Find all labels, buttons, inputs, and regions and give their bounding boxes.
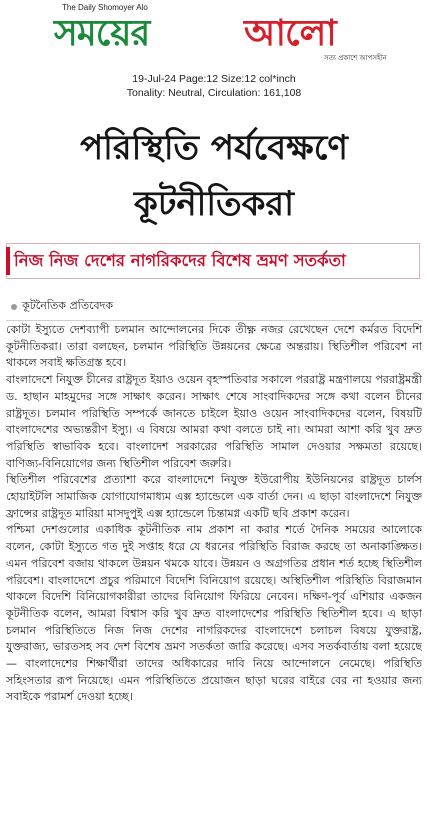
byline-divider bbox=[6, 320, 422, 321]
headline-line-1: পরিস্থিতি পর্যবেক্ষণে bbox=[80, 128, 348, 168]
byline: কূটনৈতিক প্রতিবেদক bbox=[22, 299, 114, 312]
clip-meta-date-page: 19-Jul-24 Page:12 Size:12 col*inch bbox=[132, 73, 296, 85]
article-paragraph: স্থিতিশীল পরিবেশের প্রত্যাশা করে বাংলাদেশে নিযুক্ত ইউরোপীয় ইউনিয়নের রাষ্ট্রদূত চার্লস হোয়াইটলি সামাজিক যোগাযোগমাধ্যম এক্স হ্যান্ডেলে এক বার্তা দেন। এ ছাড়া বাংলাদেশে নিযুক্ত ফ্রান্সের রাষ্ট্রদূত মারিয়া মাসদুপুই এক্স হ্যান্ডেলে চিন্তামগ্ন একটি ছবি প্রকাশ করেন। bbox=[6, 473, 422, 520]
logo-word-somoyer: সময়ের bbox=[54, 13, 150, 54]
subheadline-accent-bar bbox=[6, 247, 10, 275]
byline-bullet-icon bbox=[11, 304, 17, 310]
logo-word-alo: আলো bbox=[244, 13, 336, 54]
masthead-tagline: সত্য প্রকাশে আপসহীন bbox=[324, 54, 387, 62]
headline-line-2: কূটনীতিকরা bbox=[134, 184, 294, 224]
masthead bbox=[0, 0, 428, 70]
masthead-english-name: The Daily Shomoyer Alo bbox=[62, 3, 148, 12]
article-paragraph: পশ্চিমা দেশগুলোর একাধিক কূটনীতিক নাম প্রকাশ না করার শর্তে দৈনিক সময়ের আলোকে বলেন, কোটা ইস্যুতে গত দুই সপ্তাহ ধরে যে ধরনের পরিস্থিতি বিরাজ করছে তা অনাকাঙ্ক্ষিত। এমন পরিবেশ বজায় থাকলে উন্নয়ন থমকে যাবে। উন্নয়ন ও অগ্রগতির প্রধান শর্ত হচ্ছে স্থিতিশীল পরিবেশ। বাংলাদেশে প্রচুর পরিমাণে বিদেশি বিনিয়োগ রয়েছে। অস্থিতিশীল পরিস্থিতি বিরাজমান থাকলে বিদেশি বিনিয়োগকারীরা তাদের বিনিয়োগ ফিরিয়ে নেবেন। দক্ষিণ-পূর্ব এশিয়ার একজন কূটনীতিক বলেন, আমরা বিশ্বাস করি খুব দ্রুত বাংলাদেশের পরিস্থিতি স্থিতিশীল হবে। এ ছাড়া চলমান পরিস্থিতিতে নিজ নিজ দেশের নাগরিকদের বাংলাদেশে চলাচল বিষয়ে যুক্তরাষ্ট্র, যুক্তরাজ্য, ভারতসহ সব দেশ বিশেষ ভ্রমণ সতর্কতা জারি করেছে। এসব সতর্কবার্তায় বলা হয়েছে— বাংলাদেশের শিক্ষার্থীরা তাদের অধিকারের দাবি নিয়ে আন্দোলনে নেমেছে। পরিস্থিতি সহিংসতার রূপ নিয়েছে। এমন পরিস্থিতিতে প্রয়োজন ছাড়া ঘরের বাইরে বের না হওয়ার জন্য সবাইকে পরামর্শ দেওয়া হচ্ছে। bbox=[6, 523, 422, 704]
article-paragraph: কোটা ইস্যুতে দেশব্যাপী চলমান আন্দোলনের দিকে তীক্ষ্ণ নজর রেখেছেন দেশে কর্মরত বিদেশি কূটনীতিকরা। তারা বলছেন, চলমান পরিস্থিতি উন্নয়নের ক্ষেত্রে অন্তরায়। স্থিতিশীল পরিবেশ না থাকলে সবাই ক্ষতিগ্রস্ত হবে। bbox=[6, 323, 422, 370]
article-paragraph: বাংলাদেশে নিযুক্ত চীনের রাষ্ট্রদূত ইয়াও ওয়েন বৃহস্পতিবার সকালে পররাষ্ট্র মন্ত্রণালয়ে পররাষ্ট্রমন্ত্রী ড. হাছান মাহমুদের সঙ্গে সাক্ষাৎ করেন। সাক্ষাৎ শেষে সাংবাদিকদের সঙ্গে কথা বলেন চীনের রাষ্ট্রদূত। চলমান পরিস্থিতি সম্পর্কে জানতে চাইলে ইয়াও ওয়েন সাংবাদিকদের বলেন, বিষয়টি বাংলাদেশের অভ্যন্তরীণ ইস্যু। এ বিষয়ে আমরা কথা বলতে চাই না। আমরা আশা করি খুব দ্রুত পরিস্থিতি স্বাভাবিক হবে। বাংলাদেশ সরকারের পরিস্থিতি সামাল দেওয়ার সক্ষমতা রয়েছে। বাণিজ্য-বিনিয়োগের জন্য স্থিতিশীল পরিবেশ জরুরি। bbox=[6, 373, 422, 470]
subheadline: নিজ নিজ দেশের নাগরিকদের বিশেষ ভ্রমণ সতর্কতা bbox=[14, 251, 346, 270]
clip-meta-tonality: Tonality: Neutral, Circulation: 161,108 bbox=[126, 87, 302, 99]
article-body bbox=[6, 322, 422, 812]
